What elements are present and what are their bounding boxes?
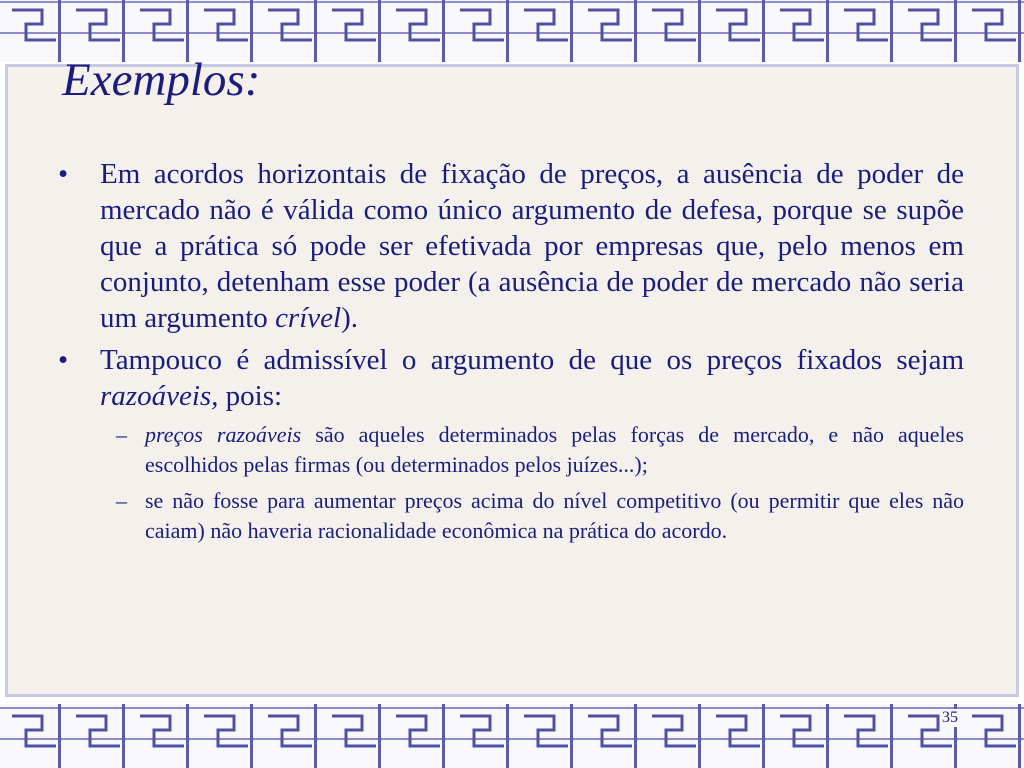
bullet-marker: • bbox=[58, 158, 69, 190]
bullet-text-end: pois: bbox=[218, 380, 283, 412]
bottom-tile-border bbox=[0, 704, 1024, 768]
sub-bullet-item bbox=[58, 420, 964, 480]
bullet-text: Em acordos horizontais de fixação de preços, a ausência de poder de mercado não é válida como único argumento de defesa, porque se supõe que a prática só pode ser efetivada por empresas que, pelo menos em conjunto, detenham esse poder (a ausência de poder de mercado não seria um argumento bbox=[100, 158, 964, 334]
sub-bullet-text: são aqueles determinados pelas forças de mercado, e não aqueles escolhidos pelas firmas (ou determinados pelos juízes...); bbox=[145, 422, 964, 477]
azulejo-tile-icon bbox=[0, 704, 1024, 768]
slide-title: Exemplos: bbox=[62, 54, 261, 106]
slide-content bbox=[58, 156, 964, 552]
bullet-marker: • bbox=[58, 344, 69, 376]
sub-bullet-text: se não fosse para aumentar preços acima do nível competitivo (ou permitir que eles não caiam) não haveria racionalidade econômica na prática do acordo. bbox=[145, 488, 964, 543]
sub-bullet-emphasis: preços razoáveis bbox=[145, 422, 302, 447]
bullet-text-end: ). bbox=[341, 302, 358, 334]
bullet-text: Tampouco é admissível o argumento de que os preços fixados sejam bbox=[100, 344, 964, 376]
bullet-emphasis: crível bbox=[275, 302, 342, 334]
bullet-item bbox=[58, 342, 964, 414]
sub-bullet-marker: – bbox=[116, 488, 127, 513]
bullet-emphasis: razoáveis, bbox=[100, 380, 219, 412]
sub-bullet-marker: – bbox=[116, 422, 127, 447]
page-number: 35 bbox=[942, 709, 958, 726]
bullet-item bbox=[58, 156, 964, 336]
sub-bullet-item bbox=[58, 486, 964, 546]
